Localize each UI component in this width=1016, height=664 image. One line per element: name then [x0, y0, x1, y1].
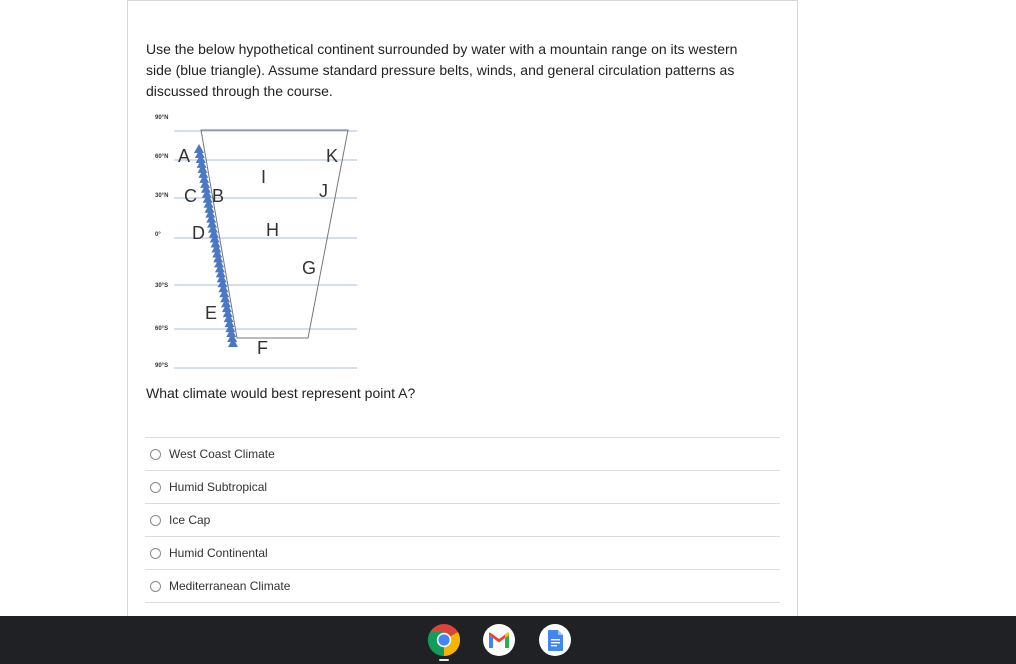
latitude-label: 0° [155, 232, 161, 238]
option-humid-continental[interactable] [145, 537, 780, 570]
option-label: Humid Subtropical [169, 480, 268, 494]
point-label-i: I [261, 167, 267, 187]
option-humid-subtropical[interactable] [145, 471, 780, 504]
latitude-label: 60°S [155, 326, 169, 332]
radio-button[interactable] [150, 482, 161, 493]
continent-diagram [146, 110, 366, 374]
latitude-label: 90°S [155, 363, 169, 369]
point-label-e: E [205, 303, 218, 323]
option-label: Ice Cap [169, 513, 211, 527]
point-label-c: C [184, 186, 197, 206]
latitude-label: 30°S [155, 283, 169, 289]
question-text: Use the below hypothetical continent surrounded by water with a mountain range on its western side (blue triangle). Assume standard pressure belts, winds, and general circulation patterns as discussed through the course. [146, 41, 738, 99]
latitude-label: 60°N [155, 154, 169, 160]
question-prompt: What climate would best represent point A? [146, 385, 416, 401]
option-ice-cap[interactable] [145, 504, 780, 537]
radio-button[interactable] [150, 581, 161, 592]
point-label-h: H [266, 220, 279, 240]
point-label-d: D [192, 223, 205, 243]
point-label-a: A [178, 146, 191, 166]
taskbar [0, 616, 1016, 664]
point-label-b: B [212, 186, 225, 206]
chrome-icon[interactable] [427, 623, 461, 657]
gmail-icon[interactable] [482, 623, 516, 657]
point-label-f: F [257, 338, 268, 358]
latitude-label: 90°N [155, 115, 169, 121]
active-app-indicator [439, 659, 449, 661]
option-mediterranean-climate[interactable] [145, 570, 780, 603]
radio-button[interactable] [150, 548, 161, 559]
option-label: West Coast Climate [169, 447, 275, 461]
radio-button[interactable] [150, 449, 161, 460]
answer-options [145, 437, 780, 603]
option-west-coast-climate[interactable] [145, 438, 780, 471]
option-label: Humid Continental [169, 546, 268, 560]
point-label-j: J [319, 181, 328, 201]
radio-button[interactable] [150, 515, 161, 526]
point-label-g: G [302, 258, 317, 278]
point-label-k: K [326, 146, 339, 166]
option-label: Mediterranean Climate [169, 579, 291, 593]
google-docs-icon[interactable] [538, 623, 572, 657]
latitude-label: 30°N [155, 193, 169, 199]
